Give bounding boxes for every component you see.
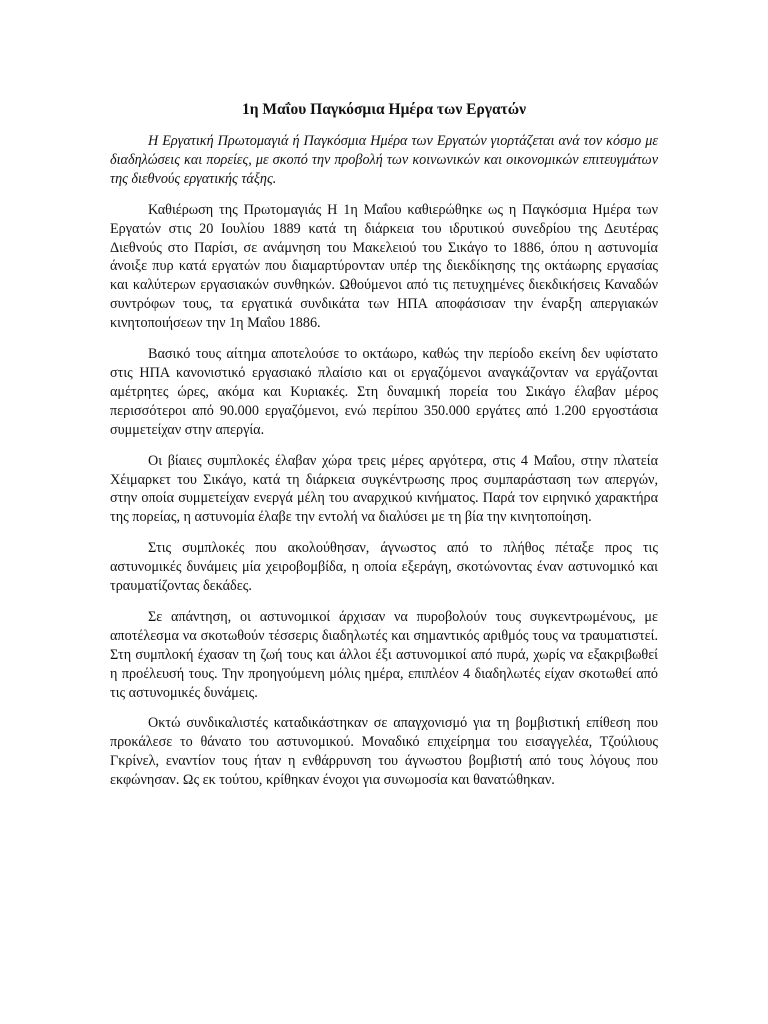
paragraph-trial: Οκτώ συνδικαλιστές καταδικάστηκαν σε απαγχονισμό για τη βομβιστική επίθεση που προκάλεσε το θάνατο του αστυνομικού. Μοναδικό επιχείρημα του εισαγγελέα, Τζούλιους Γκρίνελ, εναντίον τους ήταν η ενθάρρυνση του άγνωστου βομβιστή από τους λόγους που εκφώνησαν. Ως εκ τούτου, κρίθηκαν ένοχοι για συνωμοσία και θανατώθηκαν. bbox=[110, 715, 658, 789]
paragraph-clashes: Οι βίαιες συμπλοκές έλαβαν χώρα τρεις μέρες αργότερα, στις 4 Μαΐου, στην πλατεία Χέιμαρκετ του Σικάγο, κατά τη διάρκεια συγκέντρωσης προς συμπαράσταση των απεργών, στην οποία συμμετείχαν ενεργά μέλη του αναρχικού κινήματος. Παρά τον ειρηνικό χαρακτήρα της πορείας, η αστυνομία έλαβε την εντολή να διαλύσει με τη βία την κινητοποίηση. bbox=[110, 452, 658, 526]
paragraph-grenade: Στις συμπλοκές που ακολούθησαν, άγνωστος από το πλήθος πέταξε προς τις αστυνομικές δυνάμεις μία χειροβομβίδα, η οποία εξεράγη, σκοτώνοντας έναν αστυνομικό και τραυματίζοντας δεκάδες. bbox=[110, 540, 658, 595]
paragraph-establishment: Καθιέρωση της Πρωτομαγιάς Η 1η Μαΐου καθιερώθηκε ως η Παγκόσμια Ημέρα των Εργατών στις 20 Ιουλίου 1889 κατά τη διάρκεια του ιδρυτικού συνεδρίου της Δευτέρας Διεθνούς στο Παρίσι, σε ανάμνηση του Μακελειού του Σικάγο το 1886, όπου η αστυνομία άνοιξε πυρ κατά εργατών που διαμαρτύρονταν υπέρ της διεκδίκησης της οκτάωρης εργασίας και καλύτερων εργασιακών συνθηκών. Ωθούμενοι από τις πετυχημένες διεκδικήσεις Καναδών συντρόφων τους, τα εργατικά συνδικάτα των ΗΠΑ αποφάσισαν την έναρξη απεργιακών κινητοποιήσεων την 1η Μαΐου 1886. bbox=[110, 201, 658, 332]
paragraph-demands: Βασικό τους αίτημα αποτελούσε το οκτάωρο, καθώς την περίοδο εκείνη δεν υφίστατο στις ΗΠΑ κανονιστικό εργασιακό πλαίσιο και οι εργαζόμενοι αναγκάζονταν να εργάζονται αμέτρητες ώρες, ακόμα και Κυριακές. Στη δυναμική πορεία του Σικάγο έλαβαν μέρος περισσότεροι από 90.000 εργαζόμενοι, ενώ περίπου 350.000 εργάτες από 1.200 εργοστάσια συμμετείχαν στην απεργία. bbox=[110, 346, 658, 438]
paragraph-shooting: Σε απάντηση, οι αστυνομικοί άρχισαν να πυροβολούν τους συγκεντρωμένους, με αποτέλεσμα να σκοτωθούν τέσσερις διαδηλωτές και σημαντικός αριθμός τους να τραυματιστεί. Στη συμπλοκή έχασαν τη ζωή τους και άλλοι έξι αστυνομικοί από πυρά, χωρίς να εξακριβωθεί η προέλευσή τους. Την προηγούμενη μόλις ημέρα, επιπλέον 4 διαδηλωτές είχαν σκοτωθεί από τις αστυνομικές δυνάμεις. bbox=[110, 608, 658, 701]
document-title: 1η Μαΐου Παγκόσμια Ημέρα των Εργατών bbox=[241, 101, 527, 118]
paragraph-intro: Η Εργατική Πρωτομαγιά ή Παγκόσμια Ημέρα των Εργατών γιορτάζεται ανά τον κόσμο με διαδηλώσεις και πορείες, με σκοπό την προβολή των κοινωνικών και οικονομικών επιτευγμάτων της διεθνούς εργατικής τάξης. bbox=[110, 133, 658, 187]
document-body bbox=[110, 100, 658, 802]
